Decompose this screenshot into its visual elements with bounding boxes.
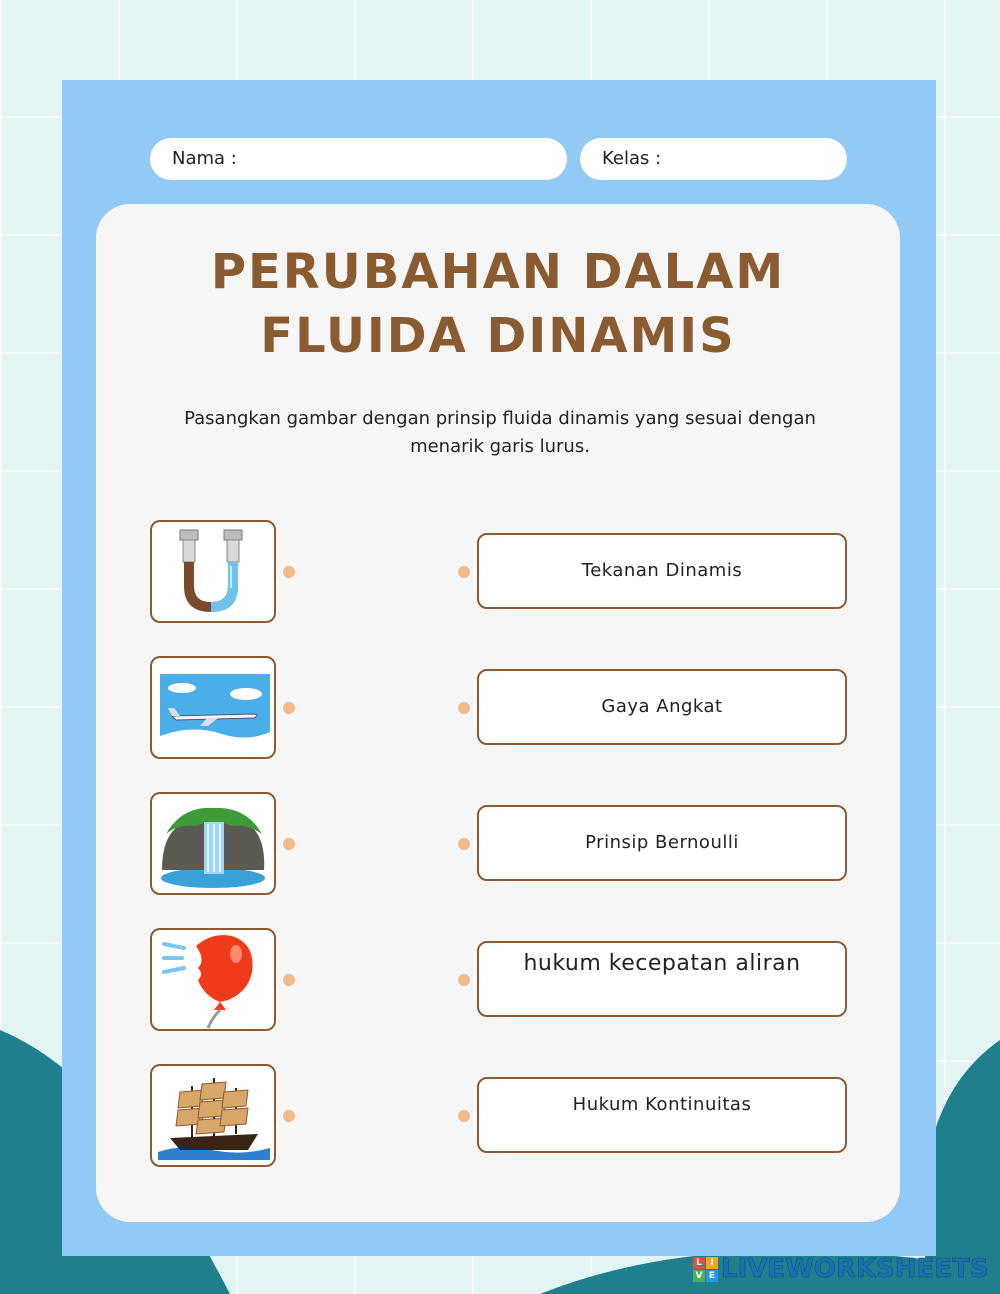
class-label: Kelas : — [602, 148, 662, 169]
picture-connector-dot-1[interactable] — [283, 566, 295, 578]
title-line-2: FLUIDA DINAMIS — [260, 308, 736, 364]
picture-box-1 — [150, 520, 276, 623]
answer-connector-dot-5[interactable] — [458, 1110, 470, 1122]
answer-label-1: Tekanan Dinamis — [581, 560, 743, 581]
answer-connector-dot-3[interactable] — [458, 838, 470, 850]
liveworksheets-logo — [693, 1254, 989, 1284]
sailing-ship-icon — [152, 1066, 274, 1165]
picture-connector-dot-3[interactable] — [283, 838, 295, 850]
logo-letter: I — [706, 1257, 718, 1269]
logo-letter: V — [693, 1270, 705, 1282]
answer-box-5 — [477, 1077, 847, 1153]
name-label: Nama : — [172, 148, 237, 169]
picture-connector-dot-5[interactable] — [283, 1110, 295, 1122]
class-field[interactable] — [580, 138, 847, 180]
airplane-sky-icon — [152, 658, 274, 757]
page-title — [96, 240, 900, 368]
balloon-icon — [152, 930, 274, 1029]
answer-label-4: hukum kecepatan aliran — [523, 951, 801, 976]
picture-box-2 — [150, 656, 276, 759]
name-field[interactable] — [150, 138, 567, 180]
answer-connector-dot-4[interactable] — [458, 974, 470, 986]
answer-label-2: Gaya Angkat — [601, 696, 723, 717]
answer-connector-dot-2[interactable] — [458, 702, 470, 714]
instruction-line-1: Pasangkan gambar dengan prinsip fluida dinamis yang sesuai dengan — [184, 408, 816, 429]
instructions — [150, 405, 850, 461]
logo-letter: L — [693, 1257, 705, 1269]
answer-connector-dot-1[interactable] — [458, 566, 470, 578]
u-tube-pipe-icon — [152, 522, 274, 621]
answer-box-3 — [477, 805, 847, 881]
waterfall-icon — [152, 794, 274, 893]
answer-box-2 — [477, 669, 847, 745]
title-line-1: PERUBAHAN DALAM — [210, 244, 786, 300]
picture-connector-dot-4[interactable] — [283, 974, 295, 986]
picture-box-4 — [150, 928, 276, 1031]
instruction-line-2: menarik garis lurus. — [410, 436, 590, 457]
picture-box-3 — [150, 792, 276, 895]
answer-label-5: Hukum Kontinuitas — [572, 1094, 752, 1115]
answer-label-3: Prinsip Bernoulli — [585, 832, 739, 853]
logo-mark — [693, 1257, 718, 1282]
logo-letter: E — [706, 1270, 718, 1282]
logo-text: LIVEWORKSHEETS — [721, 1254, 989, 1284]
answer-box-4 — [477, 941, 847, 1017]
picture-box-5 — [150, 1064, 276, 1167]
picture-connector-dot-2[interactable] — [283, 702, 295, 714]
answer-box-1 — [477, 533, 847, 609]
